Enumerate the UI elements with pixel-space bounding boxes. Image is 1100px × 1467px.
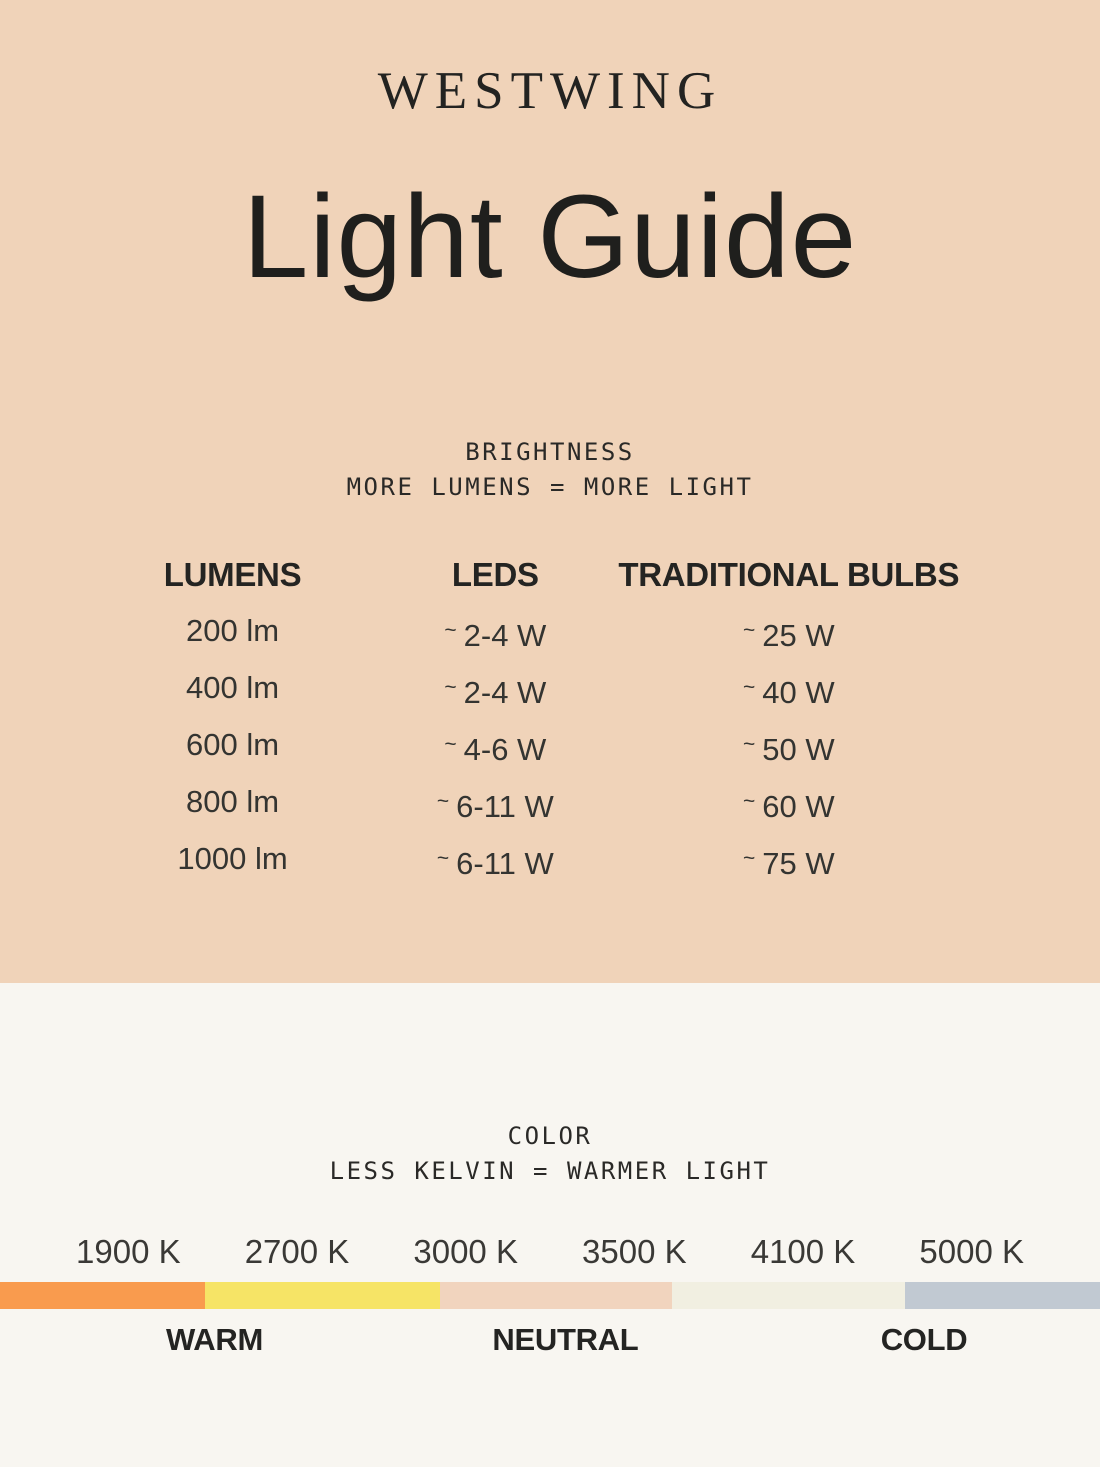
leds-value: ~ 4-6 W (444, 731, 547, 767)
temperature-label-warm: WARM (166, 1322, 263, 1357)
temperature-label-row (0, 1322, 1100, 1362)
leds-value: ~ 6-11 W (436, 788, 554, 824)
lumens-value: 400 lm (186, 669, 280, 705)
temperature-label-cold: COLD (880, 1322, 968, 1357)
approx-symbol: ~ (742, 846, 756, 870)
brightness-subheading: MORE LUMENS = MORE LIGHT (346, 472, 754, 501)
kelvin-label: 3500 K (582, 1233, 687, 1270)
leds-value: ~ 2-4 W (444, 674, 547, 710)
traditional-value: ~ 50 W (742, 731, 835, 767)
kelvin-label: 5000 K (919, 1233, 1024, 1270)
column-header-traditional-bulbs: TRADITIONAL BULBS (618, 555, 960, 593)
kelvin-label: 3000 K (413, 1233, 518, 1270)
scale-segment-neutral-peach (440, 1282, 672, 1309)
lumens-value: 600 lm (186, 726, 280, 762)
lumen-conversion-table (0, 555, 1100, 890)
leds-value: ~ 2-4 W (444, 617, 547, 653)
column-header-leds: LEDS (451, 555, 539, 593)
color-heading-block (0, 1119, 1100, 1189)
table-row (88, 776, 964, 833)
color-temperature-scale-bar (0, 1282, 1100, 1309)
kelvin-label: 4100 K (750, 1233, 856, 1270)
traditional-value: ~ 25 W (742, 617, 835, 653)
approx-symbol: ~ (444, 675, 457, 699)
approx-symbol: ~ (444, 618, 457, 642)
approx-symbol: ~ (742, 675, 756, 699)
kelvin-label-row (0, 1235, 1100, 1268)
column-header-lumens: LUMENS (163, 555, 302, 593)
table-row (88, 833, 964, 890)
temperature-label-neutral: NEUTRAL (492, 1322, 639, 1357)
table-row (88, 605, 964, 662)
lumens-value: 800 lm (186, 783, 280, 819)
traditional-value: ~ 75 W (742, 845, 835, 881)
brightness-heading-block (0, 435, 1100, 505)
scale-segment-neutral-cream (672, 1282, 905, 1309)
leds-value: ~ 6-11 W (436, 845, 554, 881)
scale-segment-cold-blue (905, 1282, 1100, 1309)
color-heading: COLOR (507, 1122, 593, 1150)
brightness-heading: BRIGHTNESS (465, 437, 635, 466)
table-row (88, 719, 964, 776)
color-temperature-section (0, 983, 1100, 1467)
lumens-value: 1000 lm (177, 840, 288, 876)
table-header-row (88, 555, 964, 595)
approx-symbol: ~ (436, 846, 450, 870)
kelvin-label: 2700 K (244, 1233, 350, 1270)
approx-symbol: ~ (742, 618, 756, 642)
scale-segment-warm-yellow (205, 1282, 440, 1309)
table-body (88, 605, 964, 890)
approx-symbol: ~ (444, 732, 457, 756)
kelvin-label: 1900 K (76, 1233, 181, 1270)
approx-symbol: ~ (436, 789, 450, 813)
scale-segment-warm-orange (0, 1282, 205, 1309)
color-subheading: LESS KELVIN = WARMER LIGHT (329, 1157, 771, 1185)
approx-symbol: ~ (742, 789, 756, 813)
approx-symbol: ~ (742, 732, 756, 756)
westwing-logo: WESTWING (377, 62, 723, 120)
lumens-value: 200 lm (186, 612, 280, 648)
page-title: Light Guide (242, 171, 858, 303)
table-row (88, 662, 964, 719)
traditional-value: ~ 60 W (742, 788, 835, 824)
traditional-value: ~ 40 W (742, 674, 835, 710)
